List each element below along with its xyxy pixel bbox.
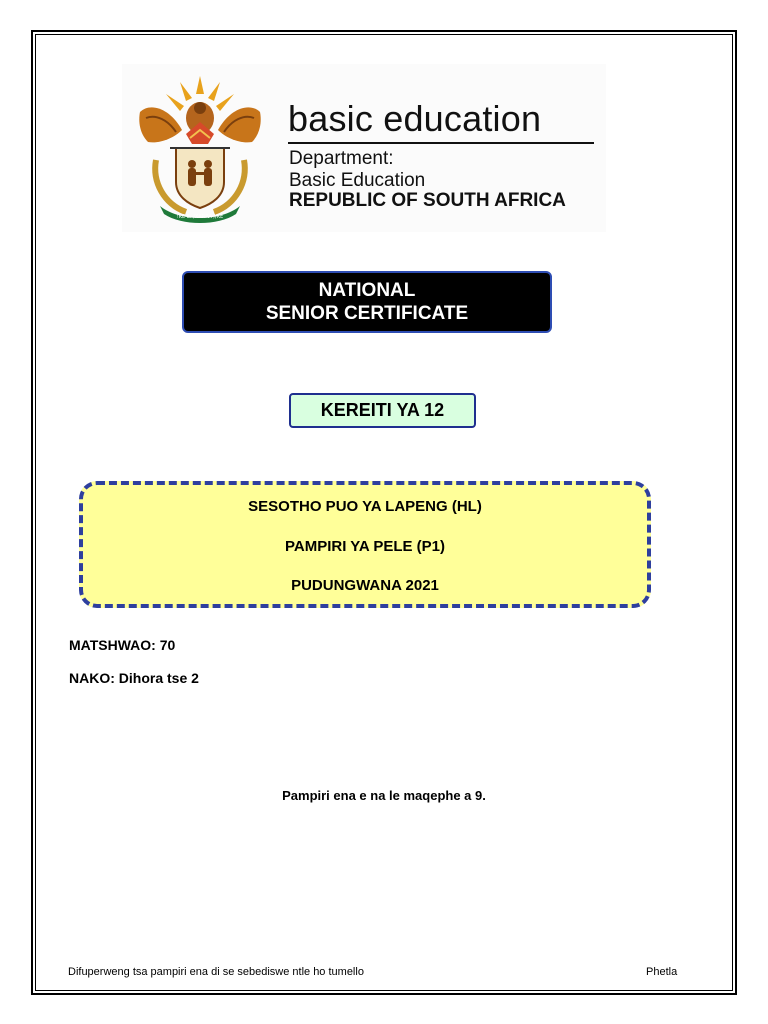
marks-info: MATSHWAO: 70	[69, 637, 176, 653]
turn-over-label: Phetla	[646, 966, 678, 978]
crest-motto: !KE E: /XARRA //KE	[176, 214, 224, 220]
time-info: NAKO: Dihora tse 2	[69, 670, 199, 686]
paper-number: PAMPIRI YA PELE (P1)	[284, 538, 446, 555]
department-name	[289, 148, 425, 192]
certificate-line-2: SENIOR CERTIFICATE	[265, 303, 469, 324]
coat-of-arms-icon	[130, 72, 270, 224]
certificate-banner	[182, 271, 552, 333]
page-count-note: Pampiri ena e na le maqephe a 9.	[282, 788, 486, 803]
brand-divider	[288, 142, 594, 144]
department-line-1: Department:	[289, 148, 394, 169]
copyright-notice: Difuperweng tsa pampiri ena di se sebediswe ntle ho tumello	[68, 966, 364, 978]
subject-title: SESOTHO PUO YA LAPENG (HL)	[248, 498, 482, 515]
grade-label: KEREITI YA 12	[289, 393, 476, 428]
country-name: REPUBLIC OF SOUTH AFRICA	[289, 190, 566, 211]
exam-session: PUDUNGWANA 2021	[291, 577, 439, 594]
department-line-2: Basic Education	[289, 170, 426, 191]
certificate-line-1: NATIONAL	[318, 280, 416, 301]
brand-title: basic education	[288, 98, 542, 139]
